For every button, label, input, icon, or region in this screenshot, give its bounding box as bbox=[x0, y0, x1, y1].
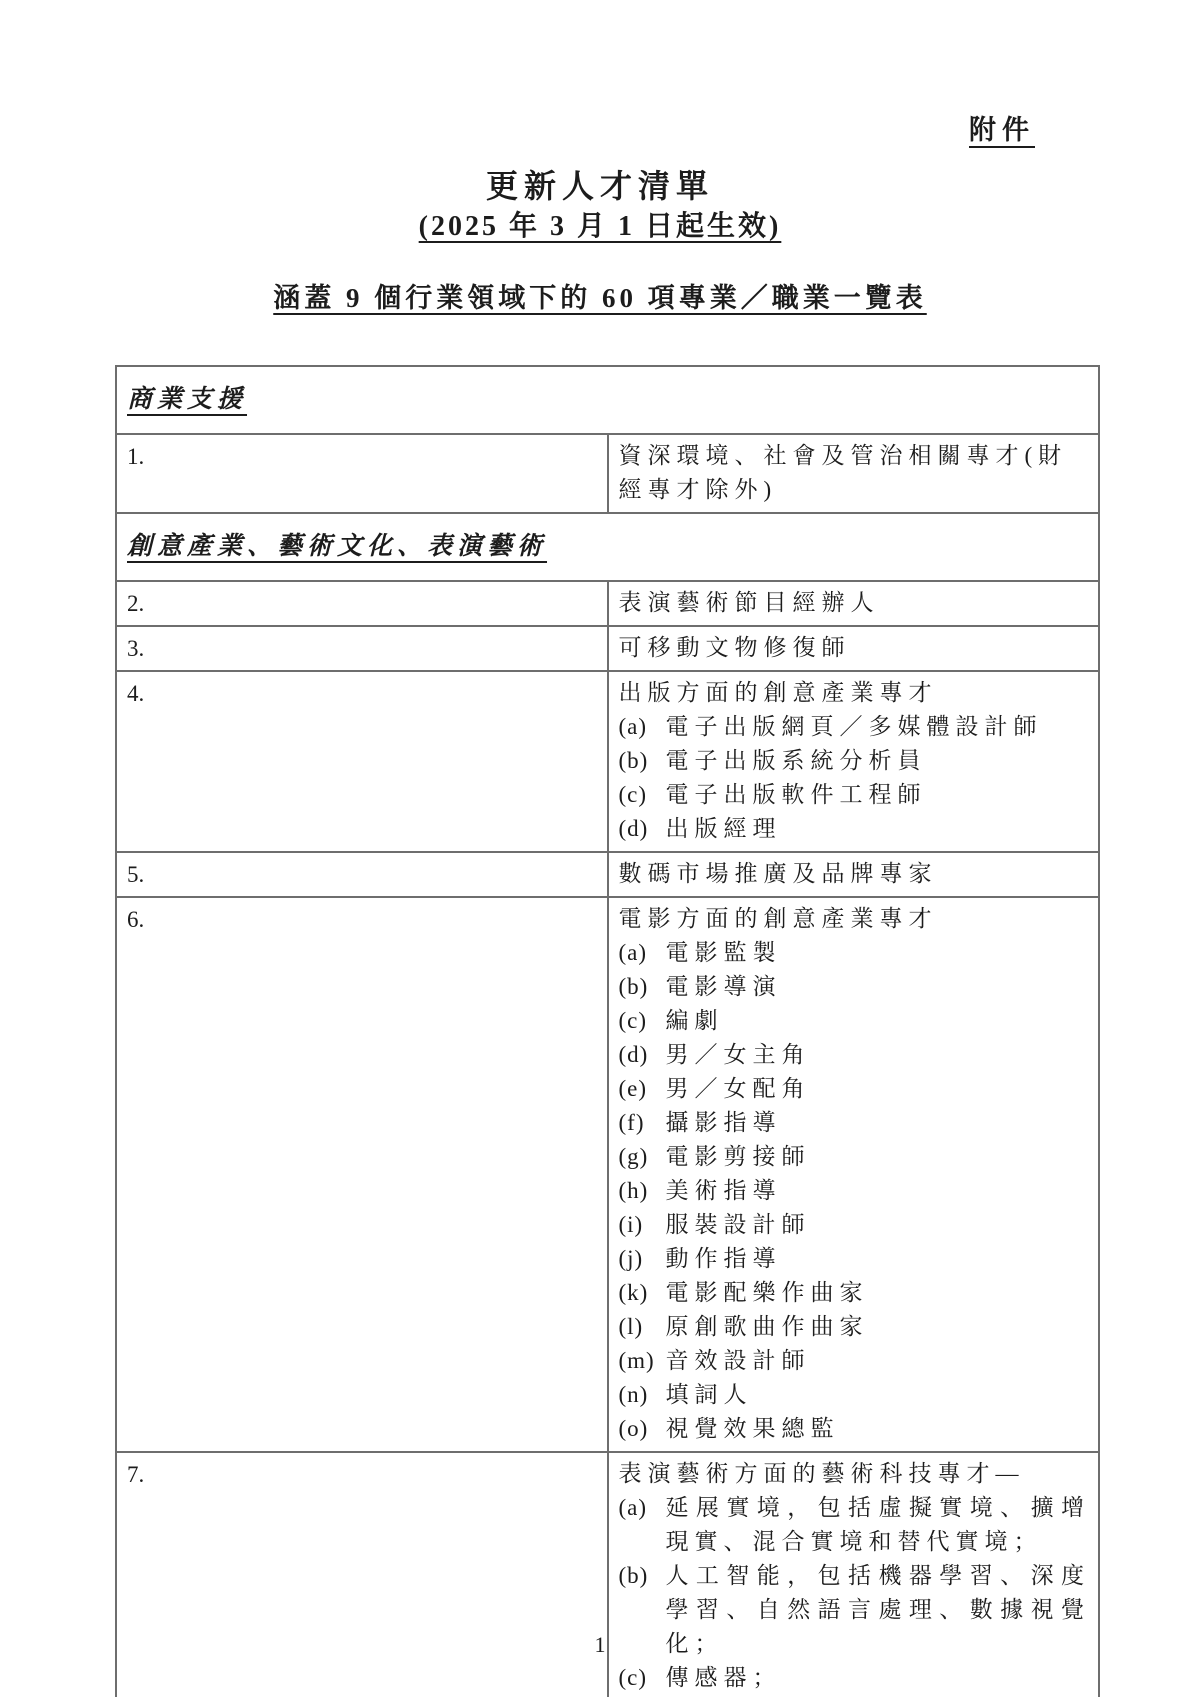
sub-item-label: (l) bbox=[618, 1314, 644, 1339]
sub-item-text: 男／女主角 bbox=[665, 1042, 811, 1067]
sub-item bbox=[619, 1344, 1091, 1378]
sub-item bbox=[619, 778, 1091, 812]
section-header-row bbox=[116, 366, 1099, 434]
sub-item-label: (i) bbox=[618, 1212, 644, 1237]
item-number: 2. bbox=[116, 581, 608, 626]
sub-item bbox=[619, 1491, 1091, 1559]
item-row bbox=[116, 1452, 1099, 1697]
sub-item-text: 延展實境，包括虛擬實境、擴增現實、混合實境和替代實境； bbox=[665, 1495, 1090, 1554]
sub-item-label: (g) bbox=[618, 1144, 649, 1169]
sub-item-text: 電子出版網頁／多媒體設計師 bbox=[665, 714, 1043, 739]
sub-item-text: 動作指導 bbox=[665, 1246, 782, 1271]
sub-item-text: 出版經理 bbox=[665, 816, 782, 841]
sub-item bbox=[619, 1208, 1091, 1242]
item-number: 6. bbox=[116, 897, 608, 1452]
sub-item-label: (o) bbox=[618, 1416, 649, 1441]
item-content bbox=[608, 897, 1100, 1452]
sub-item bbox=[619, 710, 1091, 744]
sub-item-text: 男／女配角 bbox=[665, 1076, 811, 1101]
sub-item-text: 電子出版系統分析員 bbox=[665, 748, 927, 773]
sub-item-label: (a) bbox=[618, 714, 648, 739]
sub-item-text: 電影監製 bbox=[665, 940, 782, 965]
sub-item-text: 傳感器； bbox=[665, 1665, 782, 1690]
item-content bbox=[608, 1452, 1100, 1697]
sub-item bbox=[619, 1072, 1091, 1106]
sub-item-label: (e) bbox=[618, 1076, 648, 1101]
sub-item-label: (c) bbox=[618, 1008, 648, 1033]
sub-item-text: 電影配樂作曲家 bbox=[665, 1280, 869, 1305]
sub-item bbox=[619, 1378, 1091, 1412]
sub-item-label: (b) bbox=[618, 1563, 649, 1588]
section-header-row bbox=[116, 513, 1099, 581]
sub-item-label: (a) bbox=[618, 1495, 648, 1520]
sub-item-text: 視覺效果總監 bbox=[665, 1416, 840, 1441]
sub-item-label: (c) bbox=[618, 782, 648, 807]
sub-item-label: (c) bbox=[618, 1665, 648, 1690]
item-row bbox=[116, 434, 1099, 513]
sub-item bbox=[619, 970, 1091, 1004]
item-content bbox=[608, 852, 1100, 897]
item-number: 1. bbox=[116, 434, 608, 513]
effective-date: (2025 年 3 月 1 日起生效) bbox=[418, 211, 782, 242]
item-row bbox=[116, 852, 1099, 897]
sub-item bbox=[619, 1140, 1091, 1174]
sub-item bbox=[619, 1004, 1091, 1038]
sub-item-label: (b) bbox=[618, 974, 649, 999]
sub-item-text: 攝影指導 bbox=[665, 1110, 782, 1135]
item-title: 電影方面的創意產業專才 bbox=[618, 906, 938, 931]
sub-item-text: 服裝設計師 bbox=[665, 1212, 811, 1237]
sub-item bbox=[619, 1412, 1091, 1446]
sub-item bbox=[619, 1038, 1091, 1072]
item-number: 5. bbox=[116, 852, 608, 897]
sub-item-text: 電影剪接師 bbox=[665, 1144, 811, 1169]
sub-item bbox=[619, 812, 1091, 846]
item-content bbox=[608, 581, 1100, 626]
sub-item-text: 原創歌曲作曲家 bbox=[665, 1314, 869, 1339]
item-number: 3. bbox=[116, 626, 608, 671]
sub-item-text: 電影導演 bbox=[665, 974, 782, 999]
sub-item-label: (m) bbox=[618, 1348, 655, 1373]
item-title: 表演藝術方面的藝術科技專才— bbox=[618, 1461, 1025, 1486]
sub-item-label: (f) bbox=[618, 1110, 645, 1135]
item-row bbox=[116, 581, 1099, 626]
sub-item bbox=[619, 1242, 1091, 1276]
page-number: 1 bbox=[594, 1632, 606, 1657]
section-title: 商業支援 bbox=[127, 386, 248, 413]
sub-item-label: (j) bbox=[618, 1246, 644, 1271]
section-title: 創意產業、藝術文化、表演藝術 bbox=[127, 533, 548, 560]
item-number: 4. bbox=[116, 671, 608, 852]
section-cell bbox=[116, 513, 1099, 581]
sub-item-label: (n) bbox=[618, 1382, 649, 1407]
sub-item-text: 填詞人 bbox=[665, 1382, 753, 1407]
sub-item bbox=[619, 744, 1091, 778]
item-content bbox=[608, 626, 1100, 671]
item-number: 7. bbox=[116, 1452, 608, 1697]
item-title: 出版方面的創意產業專才 bbox=[618, 680, 938, 705]
item-title: 表演藝術節目經辦人 bbox=[618, 590, 880, 615]
title-block bbox=[0, 165, 1200, 247]
sub-item-label: (k) bbox=[618, 1280, 649, 1305]
item-row bbox=[116, 897, 1099, 1452]
sub-item-text: 編劇 bbox=[665, 1008, 724, 1033]
document-title: 更新人才清單 bbox=[485, 168, 714, 204]
sub-item-label: (d) bbox=[618, 816, 649, 841]
sub-item bbox=[619, 1661, 1091, 1695]
sub-item-label: (a) bbox=[618, 940, 648, 965]
sub-item bbox=[619, 1174, 1091, 1208]
item-title: 可移動文物修復師 bbox=[618, 635, 851, 660]
item-content bbox=[608, 434, 1100, 513]
sub-item-label: (h) bbox=[618, 1178, 649, 1203]
talent-list-table bbox=[115, 365, 1100, 1697]
sub-item-text: 美術指導 bbox=[665, 1178, 782, 1203]
section-cell bbox=[116, 366, 1099, 434]
item-row bbox=[116, 671, 1099, 852]
sub-item-text: 電子出版軟件工程師 bbox=[665, 782, 927, 807]
sub-item-text: 音效設計師 bbox=[665, 1348, 811, 1373]
item-title: 數碼市場推廣及品牌專家 bbox=[618, 861, 938, 886]
sub-item-label: (d) bbox=[618, 1042, 649, 1067]
sub-item bbox=[619, 1310, 1091, 1344]
item-title: 資深環境、社會及管治相關專才(財經專才除外) bbox=[618, 443, 1068, 502]
item-content bbox=[608, 671, 1100, 852]
document-subtitle: 涵蓋 9 個行業領域下的 60 項專業／職業一覽表 bbox=[273, 283, 927, 313]
sub-item bbox=[619, 1276, 1091, 1310]
sub-item-text: 人工智能，包括機器學習、深度學習、自然語言處理、數據視覺化； bbox=[665, 1563, 1090, 1656]
sub-item bbox=[619, 936, 1091, 970]
item-row bbox=[116, 626, 1099, 671]
annex-label: 附件 bbox=[969, 115, 1035, 145]
sub-item bbox=[619, 1106, 1091, 1140]
sub-item-label: (b) bbox=[618, 748, 649, 773]
